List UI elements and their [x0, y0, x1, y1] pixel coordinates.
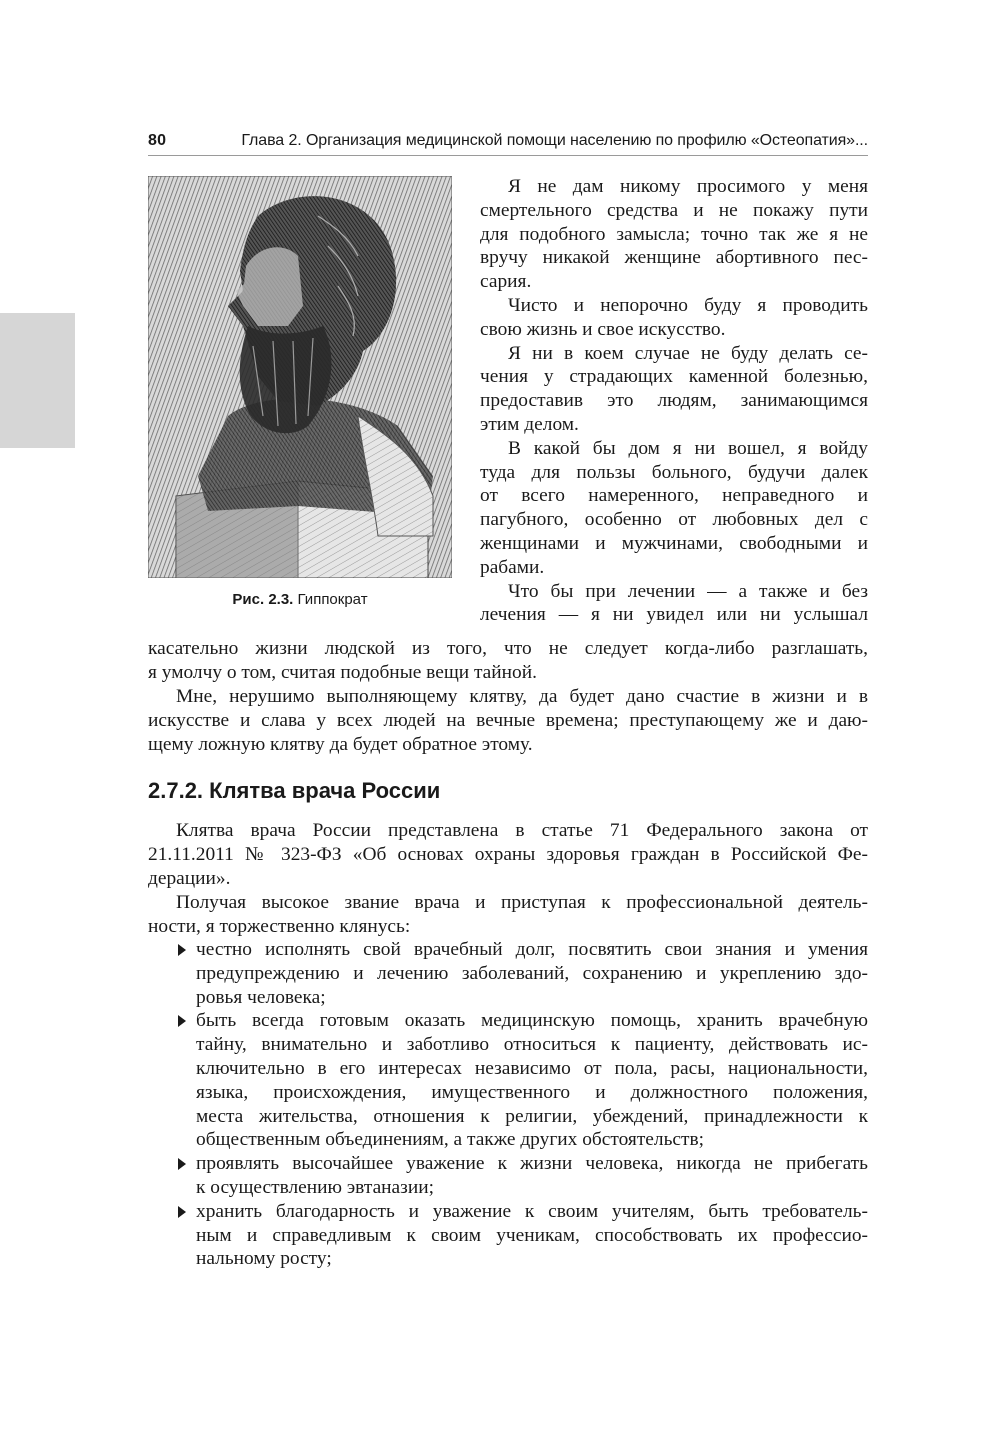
text-line: Получая высокое звание врача и приступая к профессиональной деятель-	[176, 892, 868, 913]
text-line: я умолчу о том, считая подобные вещи тайной.	[148, 661, 537, 683]
text-line: женщинами и мужчинами, свободными и	[480, 532, 868, 554]
text-line: 21.11.2011 № 323-ФЗ «Об основах охраны здоровья граждан в Российской Фе-	[148, 843, 868, 865]
text-line: быть всегда готовым оказать медицинскую помощь, хранить врачебную	[196, 1010, 868, 1032]
text-line: Мне, нерушимо выполняющему клятву, да будет дано счастие в жизни и в	[176, 686, 868, 707]
oath-bullet-list	[148, 938, 868, 1271]
running-head: Глава 2. Организация медицинской помощи населению по профилю «Остеопатия»...	[241, 132, 868, 149]
text-line: щему ложную клятву да будет обратное этому.	[148, 733, 533, 755]
oath-final-paragraph	[148, 685, 868, 756]
chapter-thumb-tab	[0, 313, 75, 448]
text-line: туда для пользы больного, будучи далек	[480, 461, 868, 483]
oath-paragraph	[480, 294, 868, 342]
text-line: касательно жизни людской из того, что не следует когда-либо разглашать,	[148, 638, 868, 659]
oath-paragraph	[480, 437, 868, 580]
text-line: ключительно в его интересах независимо от пола, расы, национальности,	[196, 1057, 868, 1079]
text-line: лечения — я ни увидел или ни услышал	[480, 604, 868, 626]
list-item	[148, 1152, 868, 1200]
text-line: пагубного, особенно от любовных дел с	[480, 509, 868, 531]
text-line: вручу никакой женщине абортивного пес-	[480, 247, 868, 269]
text-line: предупреждению и лечению заболеваний, сохранению и укреплению здо-	[196, 962, 868, 984]
text-line: Что бы при лечении — а также и без	[508, 580, 868, 602]
section-heading: 2.7.2. Клятва врача России	[148, 778, 441, 803]
text-line: тайну, внимательно и заботливо относиться к пациенту, действовать ис-	[196, 1034, 868, 1056]
oath-paragraph	[480, 342, 868, 437]
text-line: Клятва врача России представлена в статье 71 Федерального закона от	[176, 820, 868, 841]
hippocrates-engraving	[148, 176, 452, 578]
text-line: ным и справедливым к своим ученикам, способствовать их профессио-	[196, 1224, 868, 1246]
text-line: предоставив это людям, занимающимся	[480, 390, 868, 412]
text-line: Я ни в коем случае не буду делать се-	[508, 342, 868, 364]
text-line: свою жизнь и свое искусство.	[480, 318, 726, 340]
triangle-bullet-icon	[178, 944, 186, 956]
oath-column	[480, 175, 868, 627]
oath-paragraph	[480, 580, 868, 628]
figure-label: Рис. 2.3.	[232, 591, 294, 608]
text-line: ности, я торжественно клянусь:	[148, 915, 411, 937]
text-line: общественным объединениям, а также других обстоятельств;	[196, 1129, 705, 1151]
text-line: смертельного средства и не покажу пути	[480, 199, 868, 221]
figure-title: Гиппократ	[297, 591, 368, 608]
triangle-bullet-icon	[178, 1158, 186, 1170]
triangle-bullet-icon	[178, 1015, 186, 1027]
figure-caption	[148, 591, 452, 608]
list-item	[148, 938, 868, 1009]
text-line: сария.	[480, 271, 532, 293]
text-line: нальному росту;	[196, 1248, 332, 1270]
text-line: честно исполнять свой врачебный долг, посвятить свои знания и умения	[196, 939, 868, 960]
section-lead	[148, 891, 868, 939]
text-line: проявлять высочайшее уважение к жизни человека, никогда не прибегать	[196, 1153, 868, 1175]
text-line: рабами.	[480, 556, 545, 578]
text-line: языка, происхождения, имущественного и должностного положения,	[196, 1081, 868, 1103]
text-line: ровья человека;	[196, 986, 326, 1008]
text-line: В какой бы дом я ни вошел, я войду	[508, 437, 868, 459]
text-line: хранить благодарность и уважение к своим учителям, быть требователь-	[196, 1200, 868, 1222]
text-line: этим делом.	[480, 413, 579, 435]
page-number: 80	[148, 132, 167, 149]
oath-paragraph	[480, 175, 868, 294]
page-header	[148, 129, 868, 156]
text-line: дерации».	[148, 867, 231, 889]
list-item	[148, 1200, 868, 1271]
text-line: для подобного замысла; точно так же я не	[480, 223, 868, 245]
text-line: Я не дам никому просимого у меня	[508, 176, 868, 197]
text-line: чения у страдающих каменной болезнью,	[480, 366, 868, 388]
list-item	[148, 1009, 868, 1152]
oath-continuation	[148, 637, 868, 685]
text-line: к осуществлению эвтаназии;	[196, 1176, 434, 1198]
text-line: от всего намеренного, неправедного и	[480, 485, 868, 507]
triangle-bullet-icon	[178, 1206, 186, 1218]
text-line: места жительства, отношения к религии, убеждений, принадлежности к	[196, 1105, 868, 1127]
section-intro	[148, 819, 868, 890]
text-line: Чисто и непорочно буду я проводить	[508, 294, 868, 316]
text-line: искусстве и слава у всех людей на вечные времена; преступающему же и даю-	[148, 709, 868, 731]
